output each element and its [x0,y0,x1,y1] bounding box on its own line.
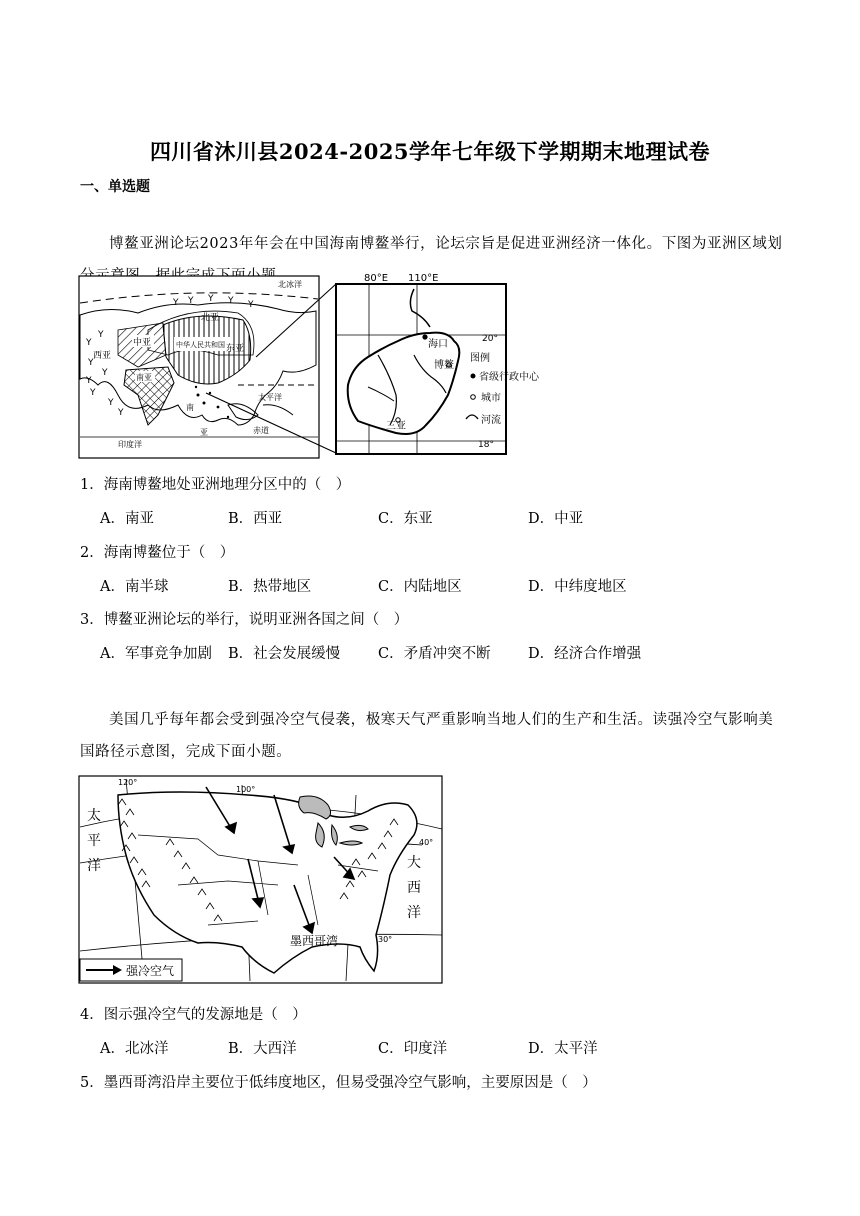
label-pacific: 太平洋 [258,393,282,402]
label-equator: 赤道 [253,426,269,435]
question-4-stem: 4．图示强冷空气的发源地是（ ） [80,1007,307,1023]
question-5-stem: 5．墨西哥湾沿岸主要位于低纬度地区，但易受强冷空气影响，主要原因是（ ） [80,1075,597,1091]
label-east-asia: 东亚 [226,344,245,354]
inset-boao: 博鳌 [434,360,454,371]
svg-text:Y: Y [98,330,104,340]
legend-title: 图例 [470,353,490,364]
q1-option-c[interactable]: C．东亚 [378,511,433,527]
q3-option-c[interactable]: C．矛盾冲突不断 [378,646,491,662]
map2-lat-30: 30° [378,935,393,944]
label-south-asia: 南亚 [136,373,152,382]
map2-legend: 强冷空气 [126,964,175,978]
q4-option-a[interactable]: A．北冰洋 [100,1041,169,1057]
legend-river: 河流 [481,415,501,426]
map2-pacific-3: 洋 [87,858,101,874]
question-3-stem: 3．博鳌亚洲论坛的举行，说明亚洲各国之间（ ） [80,612,409,628]
q2-option-c[interactable]: C．内陆地区 [378,579,462,595]
q4-option-c[interactable]: C．印度洋 [378,1041,448,1057]
q2-option-a[interactable]: A．南半球 [100,579,169,595]
map2-lat-40: 40° [419,838,434,847]
map2-lon-100: 100° [236,785,256,794]
section-heading: 一、单选题 [80,179,150,195]
map2-lon-120: 120° [118,778,138,787]
svg-text:Y: Y [208,294,214,304]
map2-atlantic-2: 西 [407,880,421,896]
svg-text:Y: Y [88,358,94,368]
map2-pacific-1: 太 [87,808,101,824]
svg-text:Y: Y [173,298,179,308]
us-cold-air-map [78,775,444,985]
label-north-asia: 北亚 [201,313,220,323]
label-china: 中华人民共和国 [176,341,225,349]
svg-text:Y: Y [188,296,194,306]
q2-option-b[interactable]: B．热带地区 [228,579,312,595]
legend-capital-icon [471,374,476,379]
inset-lat-18: 18° [478,440,494,450]
label-west-asia: 西亚 [93,351,112,361]
q1-option-d[interactable]: D．中亚 [528,511,584,527]
svg-text:Y: Y [248,300,254,310]
svg-text:Y: Y [108,398,114,408]
label-indian: 印度洋 [118,440,142,449]
svg-text:Y: Y [102,368,108,378]
q1-option-a[interactable]: A．南亚 [100,511,154,527]
label-arctic: 北冰洋 [278,280,302,289]
question-1-stem: 1．海南博鳌地处亚洲地理分区中的（ ） [80,477,351,493]
q2-option-d[interactable]: D．中纬度地区 [528,579,627,595]
label-asia: 亚 [200,428,208,437]
q3-option-d[interactable]: D．经济合作增强 [528,646,642,662]
inset-lon-80: 80°E [364,273,389,284]
map2-atlantic-3: 洋 [407,905,421,921]
svg-text:Y: Y [86,376,92,386]
label-southeast: 南 [186,403,194,412]
inset-haikou: 海口 [428,339,448,350]
svg-text:Y: Y [118,408,124,418]
svg-text:Y: Y [228,296,234,306]
q3-option-b[interactable]: B．社会发展缓慢 [228,646,341,662]
inset-lat-20: 20° [482,334,498,344]
intro-paragraph-2: 美国几乎每年都会受到强冷空气侵袭，极寒天气严重影响当地人们的生产和生活。读强冷空气影响美国路径示意图，完成下面小题。 [80,712,774,760]
question-2-stem: 2．海南博鳌位于（ ） [80,545,235,561]
label-central-asia: 中亚 [133,338,152,348]
map2-atlantic-1: 大 [407,855,421,871]
q4-option-b[interactable]: B．大西洋 [228,1041,297,1057]
haikou-capital-dot [422,334,427,339]
q3-option-a[interactable]: A．军事竞争加剧 [100,646,212,662]
map2-pacific-2: 平 [87,833,101,849]
page-title: 四川省沐川县2024-2025学年七年级下学期期末地理试卷 [149,139,711,164]
legend-city: 城市 [481,393,501,404]
map2-gulf: 墨西哥湾 [290,934,339,948]
svg-text:Y: Y [86,338,92,348]
inset-lon-110: 110°E [408,273,439,284]
svg-text:Y: Y [90,388,96,398]
q1-option-b[interactable]: B．西亚 [228,511,283,527]
legend-city-icon [471,395,476,400]
legend-capital: 省级行政中心 [479,372,539,383]
intro-paragraph-1: 博鳌亚洲论坛2023年年会在中国海南博鳌举行，论坛宗旨是促进亚洲经济一体化。下图为亚洲区域划 [109,236,783,252]
q4-option-d[interactable]: D．太平洋 [528,1041,598,1057]
inset-sanya: 三亚 [386,421,406,432]
asia-region-map [78,273,539,460]
